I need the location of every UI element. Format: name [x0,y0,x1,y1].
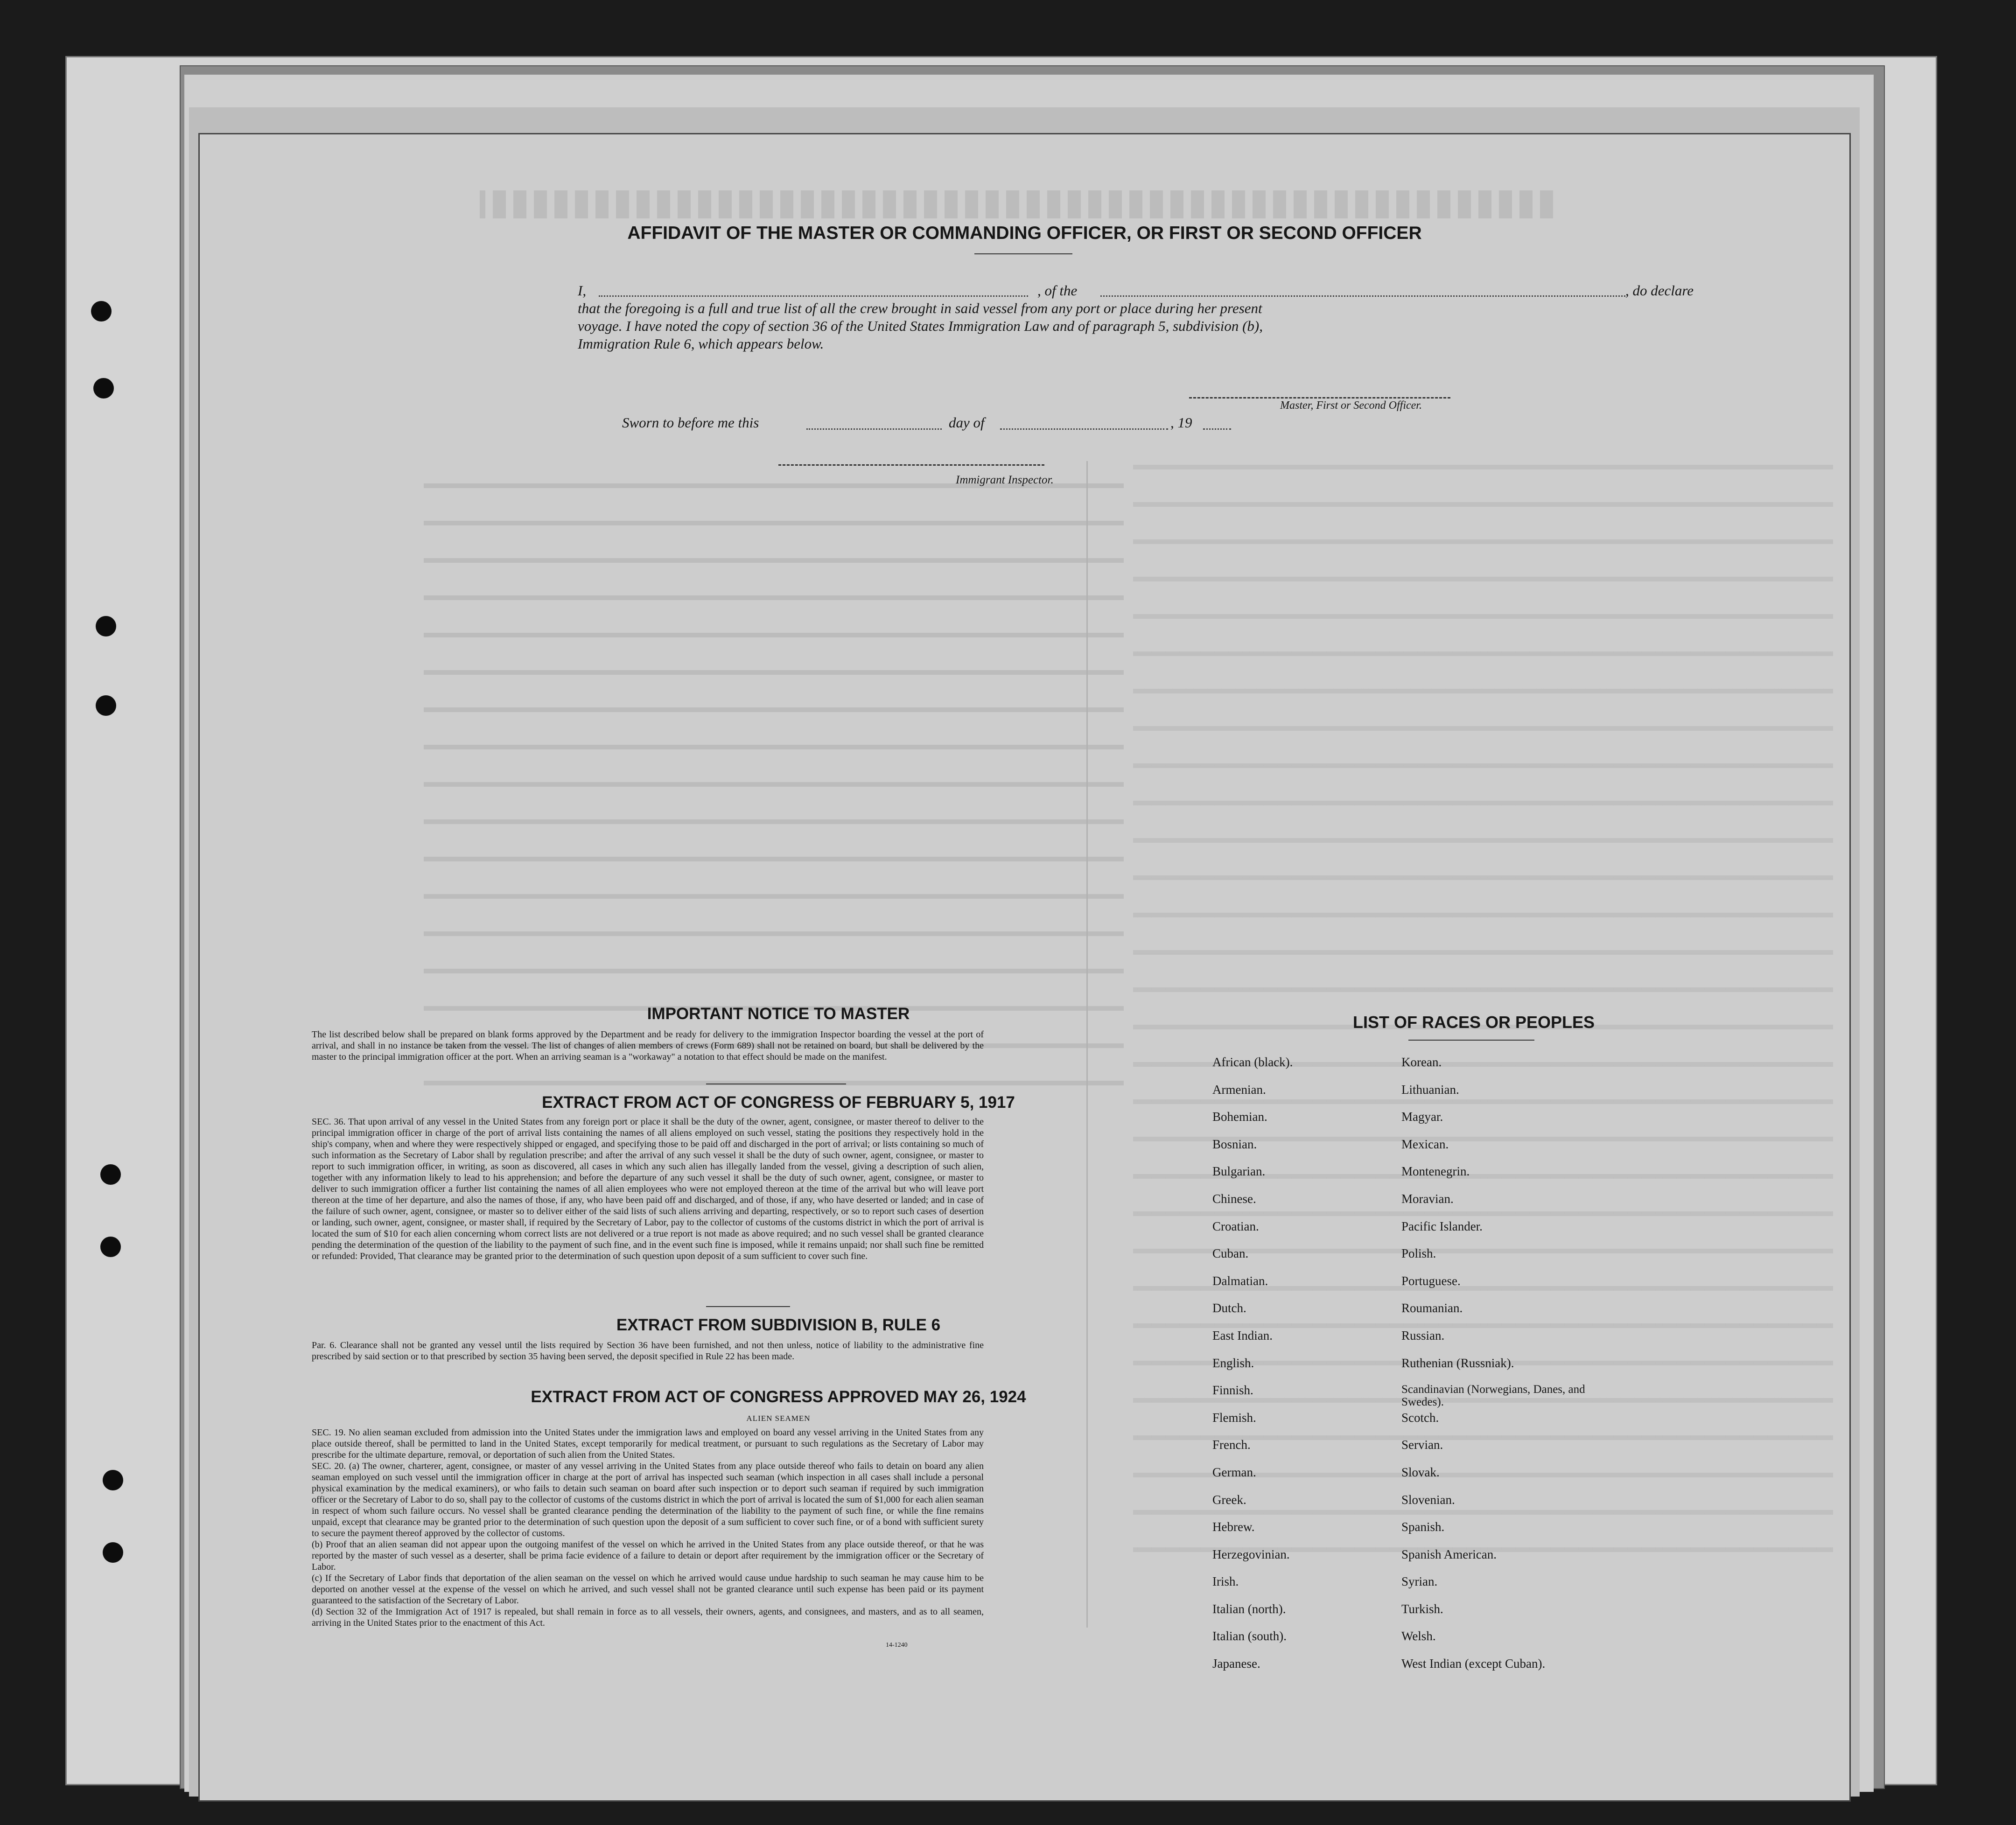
race-item: Japanese. [1212,1657,1260,1671]
master-signature-line[interactable] [1189,397,1450,399]
race-item: Greek. [1212,1492,1246,1507]
sec-20c-paragraph: (c) If the Secretary of Labor finds that deportation of the alien seaman on the vessel on which he arrived would cause undue hardship to such seaman he may cause him to be deported on another vessel at the expense of the vessel on which he arrived, and such vessel shall not be granted clearance until such expense has been paid or its payment guaranteed to the satisfaction of the Secretary of Labor. [312,1573,984,1606]
vessel-blank[interactable] [1100,295,1625,297]
punch-hole [96,616,116,636]
year-label: , 19 [1170,414,1192,431]
rule6-title: EXTRACT FROM SUBDIVISION B, RULE 6 [616,1316,941,1334]
race-item: Dutch. [1212,1301,1246,1315]
race-item: Slovak. [1401,1465,1440,1479]
do-declare-label: , do declare [1625,282,1694,299]
punch-hole [91,301,112,322]
race-item: Turkish. [1401,1601,1443,1616]
race-item: Montenegrin. [1401,1164,1470,1179]
race-item: Armenian. [1212,1082,1266,1097]
race-item: East Indian. [1212,1328,1273,1343]
punch-hole [103,1542,123,1563]
sworn-label: Sworn to before me this [622,414,759,431]
race-item: Pacific Islander. [1401,1219,1483,1233]
race-item: West Indian (except Cuban). [1401,1657,1546,1671]
sec-20d-paragraph: (d) Section 32 of the Immigration Act of 1917 is repealed, but shall remain in force as to all vessels, their owners, agents, and consignees, and masters, and as to all seamen, arriving in the United States prior to the enactment of this Act. [312,1607,984,1628]
faint-column-line [1086,461,1088,1628]
affidavit-line-3: voyage. I have noted the copy of section 36 of the United States Immigration Law and of paragraph 5, subdivision (b), [578,318,1263,334]
races-left-column [1212,1055,1408,1684]
i-label: I, [578,282,587,299]
race-item: Finnish. [1212,1383,1253,1398]
race-item: German. [1212,1465,1256,1479]
race-item: Spanish American. [1401,1547,1497,1561]
race-item: Mexican. [1401,1137,1449,1151]
race-item: Bosnian. [1212,1137,1257,1151]
manifest-page [198,133,1851,1802]
punch-hole [100,1237,121,1257]
extract-1917-body: SEC. 36. That upon arrival of any vessel in the United States from any foreign port or place it shall be the duty of the owner, agent, consignee, or master thereof to deliver to the principal immigration officer in charge of the port of arrival lists containing the names of all aliens employed on such vessel, stating the positions they respectively hold in the ship's company, when and where they were respectively shipped or engaged, and specifying those to be paid off and discharged in the port of arrival; or lists containing so much of such information as the Secretary of Labor shall by regulation prescribe; and after the arrival of any such vessel it shall be the duty of such owner, agent, consignee, or master to report to such immigration officer, in writing, as soon as discovered, all cases in which any such alien has illegally landed from the vessel, giving a description of such alien, together with any information likely to lead to his apprehension; and before the departure of any such vessel it shall be the duty of such owner, agent, consignee, or master to deliver to such immigration officer a further list containing the names of all alien employees who were not employed thereon at the time of the arrival but who will leave port thereon at the time of her departure, and also the names of those, if any, who have been paid off and discharged, and of those, if any, who have deserted or landed; and in case of the failure of such owner, agent, consignee, or master so to deliver either of the said lists of such aliens arriving and departing, respectively, or so to report such cases of desertion or landing, such owner, agent, consignee, or master shall, if required by the Secretary of Labor, pay to the collector of customs of the customs district in which the port of arrival is located the sum of $10 for each alien concerning whom correct lists are not delivered or a true report is not made as above required; and no such vessel shall be granted clearance pending the determination of the question of the liability to the payment of such fine, and in the event such fine is imposed, while it remains unpaid; nor shall such fine be remitted or refunded: Provided, That clearance may be granted prior to the determination of such question upon deposit of a sum sufficient to cover such fine. [312,1117,984,1261]
extract-1924-body [312,1427,984,1629]
race-item: Italian (south). [1212,1629,1287,1643]
race-item: Portuguese. [1401,1273,1461,1288]
affidavit-title: AFFIDAVIT OF THE MASTER OR COMMANDING OFFICER, OR FIRST OR SECOND OFFICER [627,223,1422,243]
sec-20b-paragraph: (b) Proof that an alien seaman did not appear upon the outgoing manifest of the vessel on which he arrived in the United States from any place outside thereof, or that he was reported by the master of such vessel as a deserter, shall be prima facie evidence of a failure to detain or deport after requirement by the immigration officer or the Secretary of Labor. [312,1539,984,1572]
extract-1917-title: EXTRACT FROM ACT OF CONGRESS OF FEBRUARY 5, 1917 [542,1093,1015,1112]
punch-hole [103,1470,123,1490]
race-item: Cuban. [1212,1246,1249,1261]
races-title-underline [1408,1040,1534,1041]
section-divider [706,1306,790,1307]
race-item: Ruthenian (Russniak). [1401,1356,1514,1370]
race-item: Syrian. [1401,1574,1438,1589]
race-item: African (black). [1212,1055,1293,1069]
race-item: Moravian. [1401,1191,1454,1206]
race-item: Russian. [1401,1328,1445,1343]
race-item: English. [1212,1356,1254,1370]
notice-title: IMPORTANT NOTICE TO MASTER [647,1005,910,1023]
race-item: Roumanian. [1401,1301,1463,1315]
race-item: Chinese. [1212,1191,1256,1206]
affidavit-text [578,282,1698,353]
of-the-label: , of the [1037,282,1078,299]
sec-19-paragraph: SEC. 19. No alien seaman excluded from admission into the United States under the immigration laws and employed on board any vessel arriving in the United States from any place outside thereof, shall be permitted to land in the United States, except temporarily for medical treatment, or pursuant to such regulations as the Secretary of Labor may prescribe for the ultimate departure, removal, or deportation of such alien from the United States. [312,1427,984,1460]
master-caption: Master, First or Second Officer. [1280,399,1422,412]
rule6-body: Par. 6. Clearance shall not be granted any vessel until the lists required by Section 36 have been furnished, and not then unless, notice of liability to the administrative fine prescribed by said section or to that prescribed by section 35 having been served, the deposit specified in Rule 22 has been made. [312,1340,984,1362]
race-item: Scandinavian (Norwegians, Danes, and Swedes). [1401,1383,1585,1409]
bleed-through-title [480,190,1553,218]
extract-1924-subtitle: ALIEN SEAMEN [746,1414,811,1423]
race-item: Italian (north). [1212,1601,1286,1616]
punch-hole [93,378,114,399]
race-item: Welsh. [1401,1629,1436,1643]
race-item: Lithuanian. [1401,1082,1459,1097]
race-item: Spanish. [1401,1520,1445,1534]
race-item: Magyar. [1401,1110,1443,1124]
race-item: Korean. [1401,1055,1442,1069]
race-item: Scotch. [1401,1410,1439,1425]
race-item: Flemish. [1212,1410,1256,1425]
race-item: Croatian. [1212,1219,1259,1233]
month-blank[interactable] [1000,428,1168,430]
race-item: Hebrew. [1212,1520,1255,1534]
day-blank[interactable] [806,428,942,430]
sworn-line [622,414,1462,433]
form-number: 14-1240 [886,1642,908,1649]
extract-1924-title: EXTRACT FROM ACT OF CONGRESS APPROVED MAY 26, 1924 [531,1388,1026,1406]
declaration-line [578,282,1698,300]
punch-hole [96,695,116,716]
notice-body: The list described below shall be prepared on blank forms approved by the Department and be ready for delivery to the immigration Inspector boarding the vessel at the port of arrival, and shall in no instance be taken from the vessel. The list of changes of alien members of crews (Form 689) shall not be retained on board, but shall be delivered by the master to the principal immigration officer at the port. When an arriving seaman is a "workaway" a notation to that effect should be made on the manifest. [312,1029,984,1062]
name-blank[interactable] [599,295,1028,297]
inspector-caption: Immigrant Inspector. [956,474,1054,486]
race-item: Bulgarian. [1212,1164,1266,1179]
race-item: Herzegovinian. [1212,1547,1290,1561]
race-item: Servian. [1401,1438,1443,1452]
punch-hole [100,1164,121,1185]
affidavit-line-2: that the foregoing is a full and true list of all the crew brought in said vessel from any port or place during her present [578,300,1262,316]
affidavit-line-4: Immigration Rule 6, which appears below. [578,336,824,352]
title-underline [974,253,1072,254]
day-of-label: day of [949,414,985,431]
sec-20a-paragraph: SEC. 20. (a) The owner, charterer, agent, consignee, or master of any vessel arriving in the United States from any place outside thereof who fails to detain on board any alien seaman employed on such vessel until the immigration officer in charge at the port of arrival has inspected such seaman (which inspection in all cases shall include a personal physical examination by the medical examiners), or who fails to detain such seaman on board after such inspection or to deport such seaman if required by such immigration officer or the Secretary of Labor to do so, shall pay to the collector of customs of the customs district in which the port of arrival is located the sum of $1,000 for each alien seaman in respect of whom such failure occurs. No vessel shall be granted clearance pending the determination of the liability to the payment of such fine, or while the fine remains unpaid, except that clearance may be granted prior to the determination of such question upon the deposit of a sum sufficient to cover such fine, or of a bond with sufficient surety to secure the payment thereof approved by the collector of customs. [312,1461,984,1538]
race-item: Polish. [1401,1246,1436,1261]
race-item: Dalmatian. [1212,1273,1268,1288]
race-item: Slovenian. [1401,1492,1455,1507]
year-blank[interactable] [1203,428,1231,430]
races-title: LIST OF RACES OR PEOPLES [1352,1013,1595,1032]
race-item: French. [1212,1438,1251,1452]
race-item: Irish. [1212,1574,1239,1589]
inspector-signature-line[interactable] [778,464,1044,466]
races-right-column [1401,1055,1616,1684]
race-item: Bohemian. [1212,1110,1267,1124]
